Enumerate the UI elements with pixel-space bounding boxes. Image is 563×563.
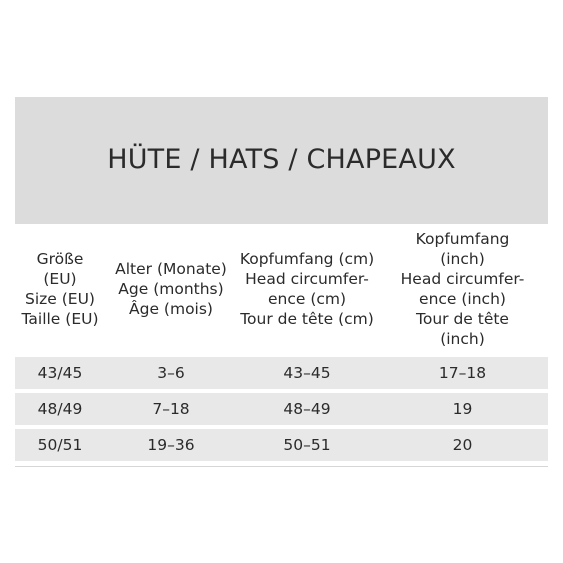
table-body: [15, 357, 548, 461]
table-bottom-rule: [15, 466, 548, 467]
title-band: [15, 97, 548, 224]
cell-head-inch: 17–18: [438, 364, 487, 382]
cell-age: 19–36: [147, 436, 195, 454]
table-row: [15, 429, 548, 461]
cell-age: 7–18: [152, 400, 190, 418]
table-row: [15, 393, 548, 425]
header-age: Alter (Monate) Age (months) Âge (mois): [115, 260, 227, 318]
header-head-circumference-inch: Kopfumfang (inch) Head circumfer- ence (inch) Tour de tête (inch): [400, 230, 525, 348]
cell-head-inch: 19: [452, 400, 473, 418]
cell-head-cm: 43–45: [283, 364, 331, 382]
cell-head-cm: 50–51: [283, 436, 331, 454]
table-header: [15, 224, 548, 354]
cell-size: 50/51: [37, 436, 83, 454]
table-row: [15, 357, 548, 389]
cell-head-inch: 20: [452, 436, 473, 454]
chart-title: HÜTE / HATS / CHAPEAUX: [107, 144, 456, 175]
header-head-circumference-cm: Kopfumfang (cm) Head circumfer- ence (cm) Tour de tête (cm): [239, 250, 375, 328]
header-size: Größe (EU) Size (EU) Taille (EU): [21, 250, 99, 328]
cell-size: 48/49: [37, 400, 83, 418]
cell-head-cm: 48–49: [283, 400, 331, 418]
size-chart: [15, 97, 548, 467]
cell-size: 43/45: [37, 364, 83, 382]
cell-age: 3–6: [157, 364, 185, 382]
